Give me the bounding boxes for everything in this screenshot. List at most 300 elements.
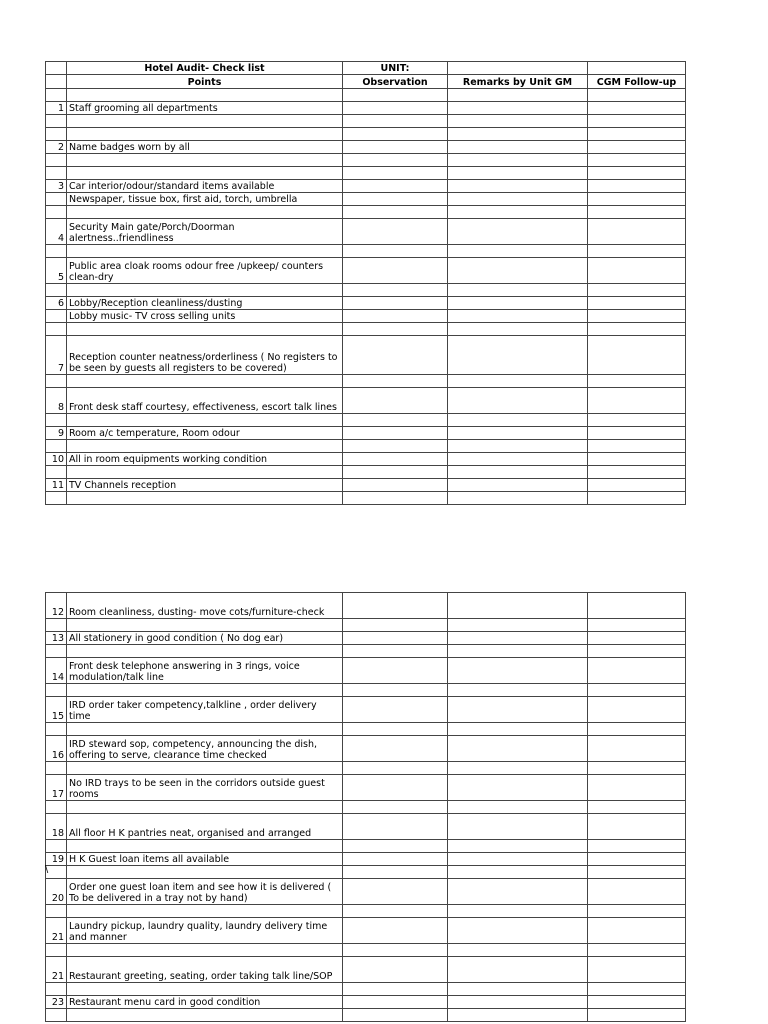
- remarks-cell[interactable]: [448, 466, 588, 479]
- followup-cell[interactable]: [588, 684, 686, 697]
- followup-cell[interactable]: [588, 206, 686, 219]
- followup-cell[interactable]: [588, 593, 686, 619]
- checkpoint-text: [67, 619, 343, 632]
- remarks-cell[interactable]: [448, 492, 588, 505]
- followup-cell[interactable]: [588, 853, 686, 866]
- remarks-cell[interactable]: [448, 658, 588, 684]
- column-header-row: [46, 75, 686, 89]
- observation-cell[interactable]: [343, 479, 448, 492]
- checklist-row: [46, 180, 686, 193]
- observation-cell[interactable]: [343, 866, 448, 879]
- observation-cell[interactable]: [343, 388, 448, 414]
- remarks-cell[interactable]: [448, 736, 588, 762]
- followup-cell[interactable]: [588, 944, 686, 957]
- observation-cell[interactable]: [343, 115, 448, 128]
- observation-cell[interactable]: [343, 801, 448, 814]
- observation-cell[interactable]: [343, 658, 448, 684]
- checklist-row: [46, 375, 686, 388]
- observation-cell[interactable]: [343, 167, 448, 180]
- stray-mark: \: [45, 864, 49, 875]
- followup-cell[interactable]: [588, 996, 686, 1009]
- remarks-cell[interactable]: [448, 323, 588, 336]
- checklist-row: [46, 206, 686, 219]
- checklist-row: [46, 102, 686, 115]
- followup-cell[interactable]: [588, 115, 686, 128]
- remarks-cell[interactable]: [448, 723, 588, 736]
- checkpoint-text: [67, 154, 343, 167]
- followup-cell[interactable]: [588, 775, 686, 801]
- checklist-row: [46, 593, 686, 619]
- checklist-row: [46, 905, 686, 918]
- observation-cell[interactable]: [343, 414, 448, 427]
- remarks-cell[interactable]: [448, 258, 588, 284]
- observation-cell[interactable]: [343, 336, 448, 375]
- followup-cell[interactable]: [588, 479, 686, 492]
- checklist-row: [46, 193, 686, 206]
- item-number: [46, 414, 67, 427]
- checkpoint-text: Car interior/odour/standard items available: [67, 180, 343, 193]
- item-number: [46, 619, 67, 632]
- followup-cell[interactable]: [588, 440, 686, 453]
- checkpoint-text: Laundry pickup, laundry quality, laundry delivery time and manner: [67, 918, 343, 944]
- checkpoint-text: Front desk staff courtesy, effectiveness, escort talk lines: [67, 388, 343, 414]
- item-number: [46, 89, 67, 102]
- item-number: [46, 245, 67, 258]
- checkpoint-text: [67, 414, 343, 427]
- remarks-cell[interactable]: [448, 983, 588, 996]
- unit-label: UNIT:: [343, 62, 448, 75]
- remarks-cell[interactable]: [448, 440, 588, 453]
- followup-cell[interactable]: [588, 453, 686, 466]
- checkpoint-text: Lobby music- TV cross selling units: [67, 310, 343, 323]
- item-number: 21: [46, 918, 67, 944]
- observation-cell[interactable]: [343, 684, 448, 697]
- remarks-cell[interactable]: [448, 840, 588, 853]
- followup-cell[interactable]: [588, 736, 686, 762]
- item-number: 19: [46, 853, 67, 866]
- remarks-cell[interactable]: [448, 219, 588, 245]
- observation-cell[interactable]: [343, 996, 448, 1009]
- item-number: [46, 284, 67, 297]
- title-row-end-cell: [588, 62, 686, 75]
- remarks-cell[interactable]: [448, 866, 588, 879]
- remarks-cell[interactable]: [448, 245, 588, 258]
- checkpoint-text: [67, 167, 343, 180]
- item-number: [46, 1009, 67, 1022]
- observation-cell[interactable]: [343, 723, 448, 736]
- followup-cell[interactable]: [588, 375, 686, 388]
- item-number: [46, 983, 67, 996]
- remarks-cell[interactable]: [448, 762, 588, 775]
- remarks-cell[interactable]: [448, 128, 588, 141]
- item-number: 17: [46, 775, 67, 801]
- checkpoint-text: All floor H K pantries neat, organised and arranged: [67, 814, 343, 840]
- checklist-row: [46, 632, 686, 645]
- followup-cell[interactable]: [588, 905, 686, 918]
- checkpoint-text: Room cleanliness, dusting- move cots/furniture-check: [67, 593, 343, 619]
- followup-cell[interactable]: [588, 102, 686, 115]
- observation-cell[interactable]: [343, 141, 448, 154]
- remarks-cell[interactable]: [448, 814, 588, 840]
- item-number: 12: [46, 593, 67, 619]
- observation-cell[interactable]: [343, 762, 448, 775]
- checkpoint-text: [67, 684, 343, 697]
- observation-cell[interactable]: [343, 492, 448, 505]
- item-number: [46, 801, 67, 814]
- checklist-row: [46, 115, 686, 128]
- remarks-cell[interactable]: [448, 102, 588, 115]
- checklist-row: [46, 723, 686, 736]
- checklist-row: [46, 996, 686, 1009]
- header-num-cell: [46, 75, 67, 89]
- checklist-row: [46, 879, 686, 905]
- observation-cell[interactable]: [343, 245, 448, 258]
- remarks-cell[interactable]: [448, 479, 588, 492]
- followup-cell[interactable]: [588, 866, 686, 879]
- remarks-cell[interactable]: [448, 1009, 588, 1022]
- checklist-row: [46, 336, 686, 375]
- checklist-row: [46, 697, 686, 723]
- remarks-cell[interactable]: [448, 388, 588, 414]
- col-followup-header: CGM Follow-up: [588, 75, 686, 89]
- item-number: 9: [46, 427, 67, 440]
- remarks-cell[interactable]: [448, 167, 588, 180]
- observation-cell[interactable]: [343, 102, 448, 115]
- checkpoint-text: [67, 983, 343, 996]
- checklist-row: [46, 762, 686, 775]
- checklist-row: [46, 1009, 686, 1022]
- observation-cell[interactable]: [343, 89, 448, 102]
- checklist-row: [46, 128, 686, 141]
- observation-cell[interactable]: [343, 154, 448, 167]
- audit-table-2: [45, 592, 686, 1022]
- checkpoint-text: [67, 645, 343, 658]
- remarks-cell[interactable]: [448, 427, 588, 440]
- observation-cell[interactable]: [343, 323, 448, 336]
- item-number: [46, 684, 67, 697]
- followup-cell[interactable]: [588, 219, 686, 245]
- remarks-cell[interactable]: [448, 414, 588, 427]
- checklist-row: [46, 219, 686, 245]
- followup-cell[interactable]: [588, 762, 686, 775]
- checkpoint-text: [67, 801, 343, 814]
- checkpoint-text: TV Channels reception: [67, 479, 343, 492]
- item-number: [46, 645, 67, 658]
- checklist-row: [46, 957, 686, 983]
- followup-cell[interactable]: [588, 658, 686, 684]
- remarks-cell[interactable]: [448, 905, 588, 918]
- followup-cell[interactable]: [588, 983, 686, 996]
- checklist-row: [46, 258, 686, 284]
- checkpoint-text: Restaurant menu card in good condition: [67, 996, 343, 1009]
- corner-cell: [46, 62, 67, 75]
- remarks-cell[interactable]: [448, 879, 588, 905]
- observation-cell[interactable]: [343, 775, 448, 801]
- item-number: 4: [46, 219, 67, 245]
- followup-cell[interactable]: [588, 918, 686, 944]
- item-number: [46, 466, 67, 479]
- remarks-cell[interactable]: [448, 141, 588, 154]
- remarks-cell[interactable]: [448, 297, 588, 310]
- checkpoint-text: All stationery in good condition ( No dog ear): [67, 632, 343, 645]
- remarks-cell[interactable]: [448, 801, 588, 814]
- followup-cell[interactable]: [588, 697, 686, 723]
- observation-cell[interactable]: [343, 258, 448, 284]
- checkpoint-text: [67, 723, 343, 736]
- remarks-cell[interactable]: [448, 154, 588, 167]
- checkpoint-text: [67, 284, 343, 297]
- checkpoint-text: Newspaper, tissue box, first aid, torch, umbrella: [67, 193, 343, 206]
- remarks-cell[interactable]: [448, 193, 588, 206]
- followup-cell[interactable]: [588, 801, 686, 814]
- remarks-cell[interactable]: [448, 453, 588, 466]
- col-remarks-header: Remarks by Unit GM: [448, 75, 588, 89]
- item-number: 14: [46, 658, 67, 684]
- observation-cell[interactable]: [343, 918, 448, 944]
- followup-cell[interactable]: [588, 645, 686, 658]
- followup-cell[interactable]: [588, 245, 686, 258]
- checklist-row: [46, 814, 686, 840]
- followup-cell[interactable]: [588, 193, 686, 206]
- checklist-row: [46, 479, 686, 492]
- audit-table-1: [45, 61, 686, 505]
- checklist-row: [46, 323, 686, 336]
- checkpoint-text: [67, 128, 343, 141]
- checkpoint-text: H K Guest loan items all available: [67, 853, 343, 866]
- checkpoint-text: [67, 206, 343, 219]
- remarks-cell[interactable]: [448, 180, 588, 193]
- followup-cell[interactable]: [588, 388, 686, 414]
- observation-cell[interactable]: [343, 219, 448, 245]
- checklist-row: [46, 310, 686, 323]
- unit-value-cell[interactable]: [448, 62, 588, 75]
- checkpoint-text: Staff grooming all departments: [67, 102, 343, 115]
- observation-cell[interactable]: [343, 879, 448, 905]
- checklist-row: [46, 944, 686, 957]
- observation-cell[interactable]: [343, 310, 448, 323]
- item-number: 6: [46, 297, 67, 310]
- remarks-cell[interactable]: [448, 853, 588, 866]
- observation-cell[interactable]: [343, 944, 448, 957]
- observation-cell[interactable]: [343, 853, 448, 866]
- checkpoint-text: Room a/c temperature, Room odour: [67, 427, 343, 440]
- checklist-row: [46, 853, 686, 866]
- followup-cell[interactable]: [588, 167, 686, 180]
- checkpoint-text: [67, 245, 343, 258]
- checkpoint-text: No IRD trays to be seen in the corridors outside guest rooms: [67, 775, 343, 801]
- item-number: [46, 762, 67, 775]
- followup-cell[interactable]: [588, 957, 686, 983]
- item-number: 5: [46, 258, 67, 284]
- followup-cell[interactable]: [588, 154, 686, 167]
- item-number: 1: [46, 102, 67, 115]
- item-number: [46, 193, 67, 206]
- remarks-cell[interactable]: [448, 684, 588, 697]
- observation-cell[interactable]: [343, 814, 448, 840]
- observation-cell[interactable]: [343, 453, 448, 466]
- checkpoint-text: [67, 944, 343, 957]
- followup-cell[interactable]: [588, 310, 686, 323]
- checklist-row: [46, 775, 686, 801]
- checklist-row: [46, 245, 686, 258]
- observation-cell[interactable]: [343, 375, 448, 388]
- checkpoint-text: Front desk telephone answering in 3 rings, voice modulation/talk line: [67, 658, 343, 684]
- checkpoint-text: Public area cloak rooms odour free /upkeep/ counters clean-dry: [67, 258, 343, 284]
- checkpoint-text: IRD order taker competency,talkline , order delivery time: [67, 697, 343, 723]
- observation-cell[interactable]: [343, 905, 448, 918]
- remarks-cell[interactable]: [448, 632, 588, 645]
- item-number: 15: [46, 697, 67, 723]
- checkpoint-text: [67, 905, 343, 918]
- remarks-cell[interactable]: [448, 336, 588, 375]
- item-number: [46, 905, 67, 918]
- observation-cell[interactable]: [343, 440, 448, 453]
- remarks-cell[interactable]: [448, 957, 588, 983]
- remarks-cell[interactable]: [448, 284, 588, 297]
- checklist-row: [46, 167, 686, 180]
- checklist-row: [46, 466, 686, 479]
- checkpoint-text: [67, 866, 343, 879]
- item-number: 11: [46, 479, 67, 492]
- checklist-row: [46, 801, 686, 814]
- followup-cell[interactable]: [588, 840, 686, 853]
- item-number: 3: [46, 180, 67, 193]
- remarks-cell[interactable]: [448, 375, 588, 388]
- followup-cell[interactable]: [588, 180, 686, 193]
- item-number: [46, 323, 67, 336]
- checkpoint-text: [67, 375, 343, 388]
- sheet-title: Hotel Audit- Check list: [67, 62, 343, 75]
- checklist-row: [46, 492, 686, 505]
- observation-cell[interactable]: [343, 128, 448, 141]
- followup-cell[interactable]: [588, 427, 686, 440]
- checklist-row: [46, 840, 686, 853]
- checkpoint-text: All in room equipments working condition: [67, 453, 343, 466]
- checklist-row: [46, 89, 686, 102]
- item-number: [46, 167, 67, 180]
- remarks-cell[interactable]: [448, 697, 588, 723]
- remarks-cell[interactable]: [448, 918, 588, 944]
- remarks-cell[interactable]: [448, 775, 588, 801]
- item-number: [46, 440, 67, 453]
- remarks-cell[interactable]: [448, 593, 588, 619]
- checkpoint-text: [67, 762, 343, 775]
- title-row: [46, 62, 686, 75]
- checkpoint-text: Restaurant greeting, seating, order taking talk line/SOP: [67, 957, 343, 983]
- followup-cell[interactable]: [588, 89, 686, 102]
- checkpoint-text: Security Main gate/Porch/Doorman alertness..friendliness: [67, 219, 343, 245]
- checklist-row: [46, 619, 686, 632]
- followup-cell[interactable]: [588, 336, 686, 375]
- observation-cell[interactable]: [343, 983, 448, 996]
- checkpoint-text: Reception counter neatness/orderliness ( No registers to be seen by guests all registers to be covered): [67, 336, 343, 375]
- followup-cell[interactable]: [588, 297, 686, 310]
- checklist-row: [46, 388, 686, 414]
- observation-cell[interactable]: [343, 466, 448, 479]
- col-observation-header: Observation: [343, 75, 448, 89]
- item-number: [46, 866, 67, 879]
- item-number: 7: [46, 336, 67, 375]
- observation-cell[interactable]: [343, 427, 448, 440]
- observation-cell[interactable]: [343, 697, 448, 723]
- checkpoint-text: [67, 323, 343, 336]
- item-number: 23: [46, 996, 67, 1009]
- observation-cell[interactable]: [343, 297, 448, 310]
- followup-cell[interactable]: [588, 323, 686, 336]
- followup-cell[interactable]: [588, 814, 686, 840]
- checklist-row: [46, 440, 686, 453]
- observation-cell[interactable]: [343, 632, 448, 645]
- followup-cell[interactable]: [588, 492, 686, 505]
- followup-cell[interactable]: [588, 258, 686, 284]
- followup-cell[interactable]: [588, 879, 686, 905]
- followup-cell[interactable]: [588, 619, 686, 632]
- remarks-cell[interactable]: [448, 115, 588, 128]
- observation-cell[interactable]: [343, 619, 448, 632]
- item-number: [46, 375, 67, 388]
- item-number: [46, 128, 67, 141]
- observation-cell[interactable]: [343, 736, 448, 762]
- item-number: 20: [46, 879, 67, 905]
- followup-cell[interactable]: [588, 128, 686, 141]
- remarks-cell[interactable]: [448, 619, 588, 632]
- remarks-cell[interactable]: [448, 996, 588, 1009]
- observation-cell[interactable]: [343, 593, 448, 619]
- remarks-cell[interactable]: [448, 206, 588, 219]
- item-number: 21: [46, 957, 67, 983]
- remarks-cell[interactable]: [448, 89, 588, 102]
- checklist-row: [46, 918, 686, 944]
- checkpoint-text: Lobby/Reception cleanliness/dusting: [67, 297, 343, 310]
- observation-cell[interactable]: [343, 284, 448, 297]
- checklist-row: [46, 684, 686, 697]
- checkpoint-text: [67, 1009, 343, 1022]
- observation-cell[interactable]: [343, 193, 448, 206]
- item-number: [46, 115, 67, 128]
- observation-cell[interactable]: [343, 180, 448, 193]
- remarks-cell[interactable]: [448, 645, 588, 658]
- followup-cell[interactable]: [588, 284, 686, 297]
- observation-cell[interactable]: [343, 1009, 448, 1022]
- remarks-cell[interactable]: [448, 310, 588, 323]
- observation-cell[interactable]: [343, 840, 448, 853]
- followup-cell[interactable]: [588, 723, 686, 736]
- item-number: [46, 944, 67, 957]
- checkpoint-text: Order one guest loan item and see how it is delivered ( To be delivered in a tray not by hand): [67, 879, 343, 905]
- checkpoint-text: [67, 89, 343, 102]
- checkpoint-text: [67, 440, 343, 453]
- col-points-header: Points: [67, 75, 343, 89]
- followup-cell[interactable]: [588, 414, 686, 427]
- checklist-row: [46, 414, 686, 427]
- observation-cell[interactable]: [343, 645, 448, 658]
- followup-cell[interactable]: [588, 1009, 686, 1022]
- followup-cell[interactable]: [588, 632, 686, 645]
- checklist-row: [46, 453, 686, 466]
- checkpoint-text: [67, 466, 343, 479]
- followup-cell[interactable]: [588, 466, 686, 479]
- checklist-row: [46, 427, 686, 440]
- observation-cell[interactable]: [343, 957, 448, 983]
- observation-cell[interactable]: [343, 206, 448, 219]
- item-number: 8: [46, 388, 67, 414]
- checkpoint-text: [67, 115, 343, 128]
- checklist-row: [46, 284, 686, 297]
- item-number: [46, 310, 67, 323]
- checklist-row: [46, 645, 686, 658]
- followup-cell[interactable]: [588, 141, 686, 154]
- remarks-cell[interactable]: [448, 944, 588, 957]
